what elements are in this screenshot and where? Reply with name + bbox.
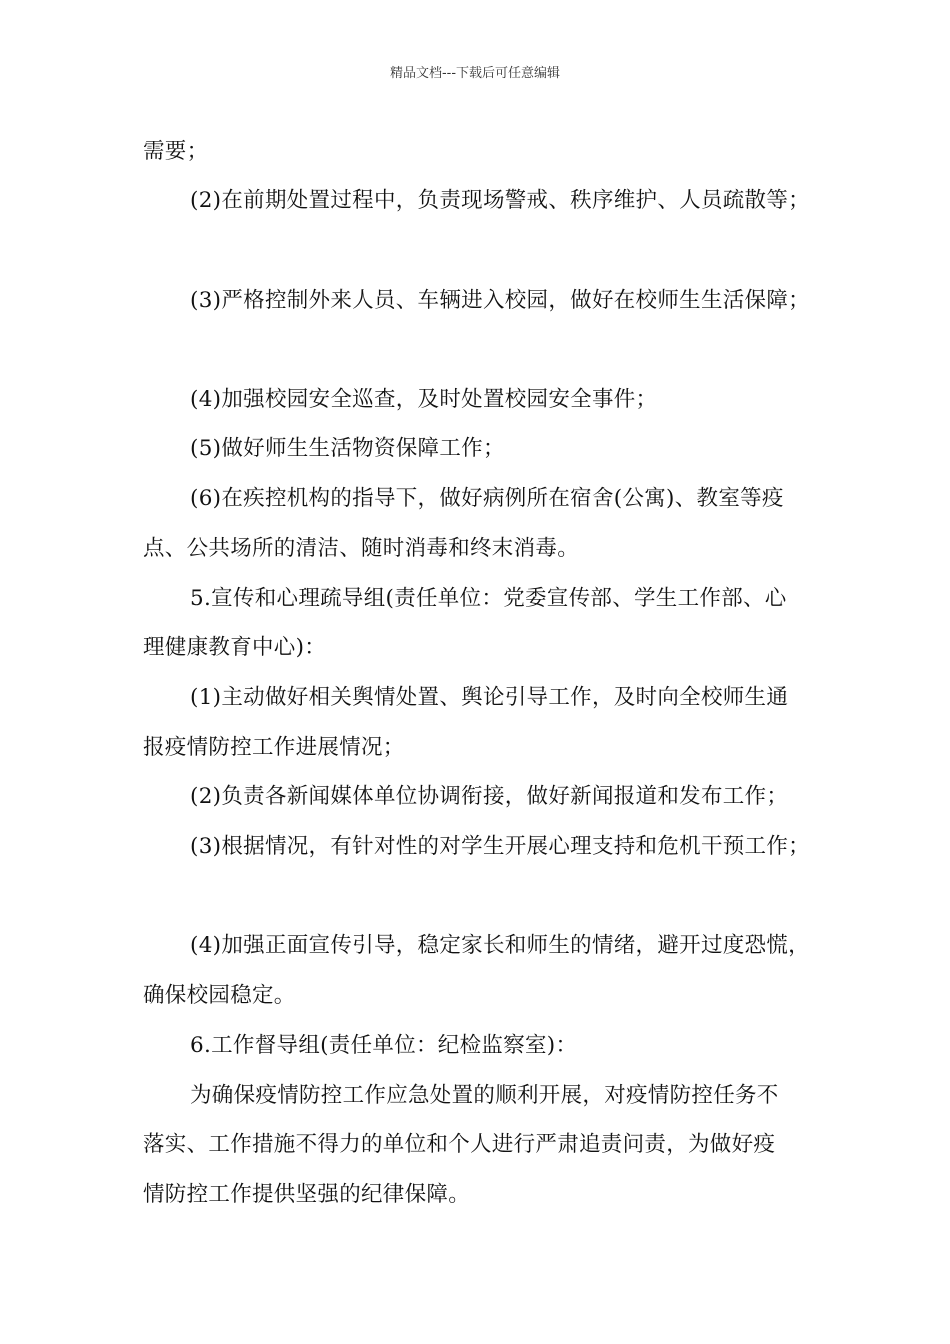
text-line: (6)在疾控机构的指导下，做好病例所在宿舍(公寓)、教室等疫 (190, 486, 784, 511)
text-line: 报疫情防控工作进展情况； (143, 735, 405, 760)
text-line: (5)做好师生生活物资保障工作； (190, 436, 505, 461)
text-line: 6.工作督导组(责任单位：纪检监察室)： (190, 1033, 578, 1058)
text-line: 落实、工作措施不得力的单位和个人进行严肃追责问责，为做好疫 (143, 1132, 776, 1157)
text-line: 需要； (143, 139, 209, 164)
text-line: (2)在前期处置过程中，负责现场警戒、秩序维护、人员疏散等； (190, 188, 810, 213)
text-line: 理健康教育中心)： (143, 635, 327, 660)
text-line: (4)加强校园安全巡查，及时处置校园安全事件； (190, 387, 658, 412)
text-line: 为确保疫情防控工作应急处置的顺利开展，对疫情防控任务不 (190, 1083, 779, 1108)
text-line: (1)主动做好相关舆情处置、舆论引导工作，及时向全校师生通 (190, 685, 789, 710)
text-line: 情防控工作提供坚强的纪律保障。 (143, 1182, 471, 1207)
page-header: 精品文档---下载后可任意编辑 (389, 66, 561, 81)
text-line: 点、公共场所的清洁、随时消毒和终末消毒。 (143, 536, 580, 561)
text-line: (4)加强正面宣传引导，稳定家长和师生的情绪，避开过度恐慌， (190, 933, 810, 958)
text-line: (3)严格控制外来人员、车辆进入校园，做好在校师生生活保障； (190, 288, 810, 313)
text-line: 5.宣传和心理疏导组(责任单位：党委宣传部、学生工作部、心 (190, 586, 787, 611)
text-line: (2)负责各新闻媒体单位协调衔接，做好新闻报道和发布工作； (190, 784, 789, 809)
text-line: (3)根据情况，有针对性的对学生开展心理支持和危机干预工作； (190, 834, 810, 859)
text-line: 确保校园稳定。 (143, 983, 296, 1008)
